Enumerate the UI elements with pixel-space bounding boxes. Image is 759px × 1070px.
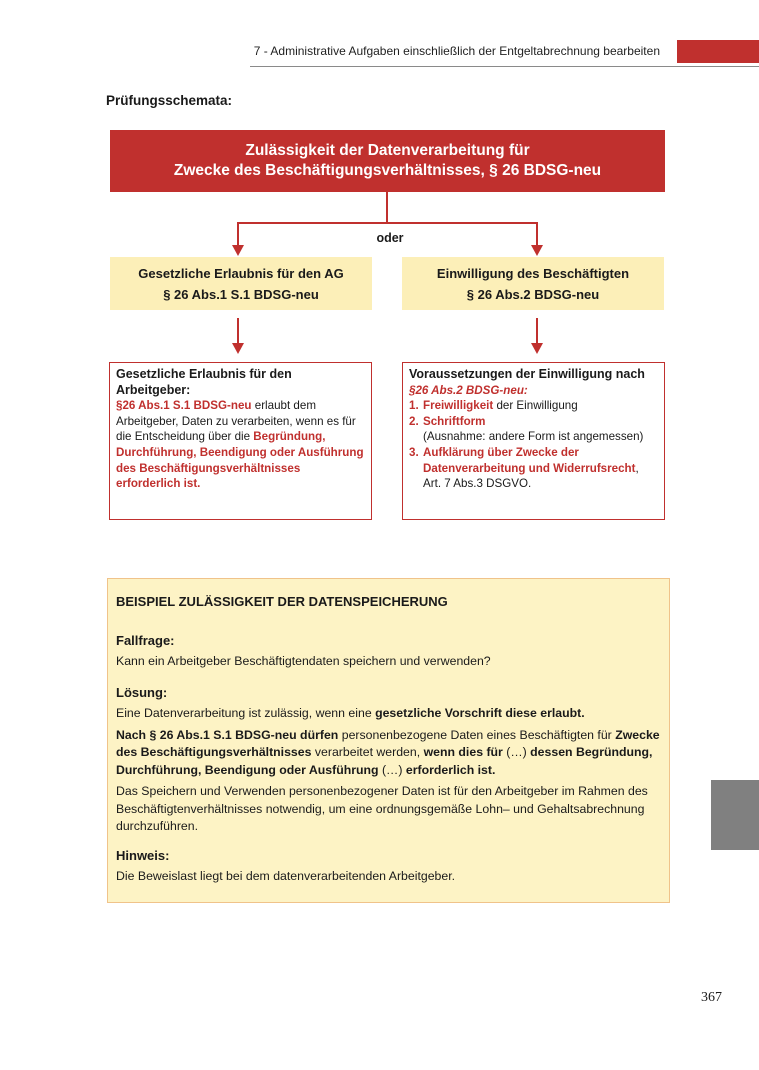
list-item: (Ausnahme: andere Form ist angemessen) — [423, 430, 644, 444]
solution-label: Lösung: — [116, 684, 168, 700]
connector-horizontal — [237, 222, 538, 224]
left-detail-text — [116, 398, 365, 492]
hint-text: Die Beweislast liegt bei dem datenverarbeitenden Arbeitgeber. — [116, 869, 456, 883]
connector-label-oder: oder — [376, 231, 404, 245]
left-detail-heading: Gesetzliche Erlaubnis für den Arbeitgeber: — [116, 367, 292, 397]
right-option-box — [402, 257, 664, 310]
left-arrow-shaft — [237, 318, 239, 345]
list-item: 3. Aufklärung über Zwecke der Datenverarbeitung und Widerrufsrecht, Art. 7 Abs.3 DSGVO. — [409, 445, 639, 491]
root-box-line-2: Zwecke des Beschäftigungsverhältnisses, § 26 BDSG-neu — [173, 162, 602, 179]
diagram-root-box — [110, 130, 665, 192]
left-option-line-2: § 26 Abs.1 S.1 BDSG-neu — [163, 286, 319, 302]
list-item: 2. Schriftform — [409, 414, 486, 428]
solution-paragraph-1: Eine Datenverarbeitung ist zulässig, wenn eine gesetzliche Vorschrift diese erlaubt. — [116, 706, 585, 720]
header-divider — [250, 66, 759, 67]
arrow-down-icon — [531, 343, 543, 355]
hint-label: Hinweis: — [116, 847, 170, 863]
arrow-down-icon — [232, 245, 244, 257]
question-text: Kann ein Arbeitgeber Beschäftigtendaten speichern und verwenden? — [116, 654, 491, 668]
chapter-header: 7 - Administrative Aufgaben einschließlich der Entgeltabrechnung bearbeiten — [253, 44, 660, 58]
right-option-line-1: Einwilligung des Beschäftigten — [436, 265, 630, 281]
right-option-line-2: § 26 Abs.2 BDSG-neu — [466, 286, 600, 302]
right-detail-ref: §26 Abs.2 BDSG-neu: — [409, 383, 528, 397]
list-item: 1. Freiwilligkeit der Einwilligung — [409, 399, 578, 413]
example-title: BEISPIEL ZULÄSSIGKEIT DER DATENSPEICHERUNG — [116, 594, 448, 609]
right-arrow-shaft — [536, 318, 538, 345]
example-box — [107, 578, 670, 903]
arrow-down-icon — [232, 343, 244, 355]
solution-paragraph-2: Nach § 26 Abs.1 S.1 BDSG-neu dürfen personenbezogene Daten eines Beschäftigten für Zwecke des Beschäftigungsverhältnisses verarbeitet werden, wenn dies für (…) dessen Begründung, Durchführung, Beendigung oder Ausführung (…) erforderlich ist. — [116, 727, 660, 777]
side-thumb-tab — [711, 780, 759, 850]
left-option-box — [110, 257, 372, 310]
left-detail-ref: §26 Abs.1 S.1 BDSG-neu — [116, 399, 252, 413]
right-detail-box — [402, 362, 665, 520]
solution-paragraph-3: Das Speichern und Verwenden personenbezogener Daten ist für den Arbeitgeber im Rahmen des Beschäftigtenverhältnisses notwendig, um eine ordnungsgemäße Lohn– und Gehaltsabrechnung durchzuführen. — [116, 784, 648, 833]
section-title: Prüfungsschemata: — [106, 93, 233, 108]
chapter-color-bar — [677, 40, 759, 63]
connector-vertical — [386, 192, 388, 223]
question-label: Fallfrage: — [116, 632, 175, 648]
left-detail-body: erlaubt dem Arbeitgeber, Daten zu verarbeiten, wenn es für die Entscheidung über die — [116, 399, 356, 444]
left-option-line-1: Gesetzliche Erlaubnis für den AG — [138, 265, 344, 281]
arrow-down-icon — [531, 245, 543, 257]
root-box-line-1: Zulässigkeit der Datenverarbeitung für — [245, 142, 530, 159]
left-detail-box — [109, 362, 372, 520]
page-number: 367 — [701, 990, 722, 1005]
left-detail-emphasis: Begründung, Durchführung, Beendigung oder Ausführung des Beschäftigungsverhältnisses erforderlich ist. — [116, 430, 364, 491]
right-detail-heading: Voraussetzungen der Einwilligung nach — [409, 367, 645, 381]
